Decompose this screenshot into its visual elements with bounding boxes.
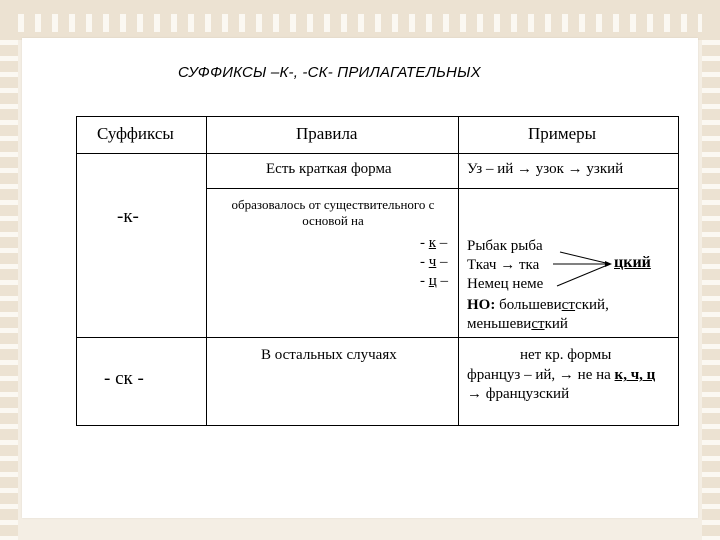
example-tkach: Ткач → тка	[467, 257, 540, 273]
example-nemets: Немец неме	[467, 276, 544, 292]
stem-letter-k: - к –	[420, 235, 448, 251]
arrow-head	[605, 261, 612, 267]
rule-short-form: Есть краткая форма	[266, 161, 392, 177]
letters-k-ch-ts: к, ч, ц	[614, 367, 656, 383]
slide-title: СУФФИКСЫ –К-, -СК- ПРИЛАГАТЕЛЬНЫХ	[178, 64, 481, 81]
rule-other-cases: В остальных случаях	[261, 347, 397, 363]
stem-letter: ц	[428, 273, 437, 289]
arrow-line-rybak	[560, 252, 610, 264]
header-rules: Правила	[296, 124, 358, 143]
rule-noun-stem-line2: основой на	[302, 213, 364, 229]
example-short-form: Уз – ий → узок → узкий	[467, 161, 624, 177]
arrow-line-nemets	[557, 264, 610, 286]
header-suffixes: Суффиксы	[97, 124, 174, 143]
example-frantsuz: француз – ий, → не на к, ч, ц	[467, 367, 656, 383]
example-rybak: Рыбак рыба	[467, 238, 543, 254]
stem-letter-ts: - ц –	[420, 273, 449, 289]
rule-noun-stem-line1: образовалось от существительного с	[231, 197, 435, 212]
stem-letter: к	[428, 235, 437, 251]
suffix-k-label: -к-	[117, 206, 139, 227]
suffix-sk-label: - ск -	[104, 368, 144, 389]
example-frantsuzskiy: → французский	[467, 386, 570, 402]
but-label: НО:	[467, 297, 496, 313]
stem-letter-ch: - ч –	[420, 254, 448, 270]
result-suffix-tskiy: цкий	[614, 254, 651, 271]
header-examples: Примеры	[528, 124, 597, 143]
exception-line-1: НО: большевистский,	[467, 297, 609, 313]
exception-line-2: меньшевисткий	[467, 316, 568, 332]
stem-letter: ч	[428, 254, 437, 270]
example-no-short-form: нет кр. формы	[520, 347, 612, 363]
